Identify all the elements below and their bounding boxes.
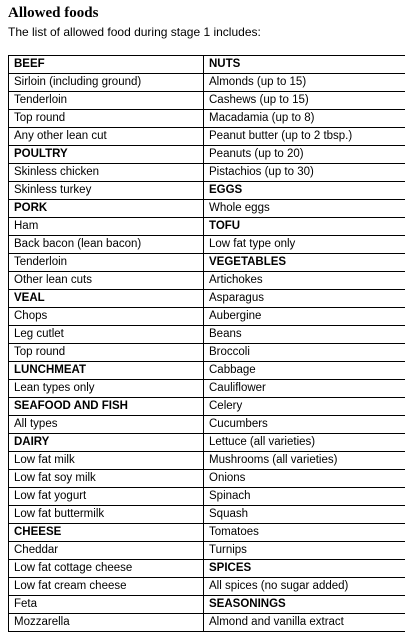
food-item-cell: Cauliflower: [204, 380, 405, 398]
food-item-cell: Skinless turkey: [9, 182, 204, 200]
food-item-cell: Artichokes: [204, 272, 405, 290]
food-item-cell: All types: [9, 416, 204, 434]
table-row: [9, 92, 405, 110]
category-header-cell: POULTRY: [9, 146, 204, 164]
table-row: [9, 488, 405, 506]
table-row: [9, 524, 405, 542]
table-row: [9, 254, 405, 272]
category-header-cell: NUTS: [204, 56, 405, 74]
category-header-cell: TOFU: [204, 218, 405, 236]
food-item-cell: Mushrooms (all varieties): [204, 452, 405, 470]
table-row: [9, 56, 405, 74]
allowed-foods-table: [8, 55, 405, 632]
intro-text: The list of allowed food during stage 1 includes:: [8, 25, 261, 40]
table-row: [9, 380, 405, 398]
food-item-cell: Tenderloin: [9, 254, 204, 272]
table-row: [9, 128, 405, 146]
food-item-cell: Onions: [204, 470, 405, 488]
food-item-cell: Any other lean cut: [9, 128, 204, 146]
food-item-cell: Tomatoes: [204, 524, 405, 542]
food-item-cell: Skinless chicken: [9, 164, 204, 182]
allowed-foods-table-body: [9, 56, 405, 632]
table-row: [9, 542, 405, 560]
food-item-cell: Cucumbers: [204, 416, 405, 434]
food-item-cell: Low fat type only: [204, 236, 405, 254]
category-header-cell: BEEF: [9, 56, 204, 74]
table-row: [9, 164, 405, 182]
table-row: [9, 326, 405, 344]
table-row: [9, 272, 405, 290]
food-item-cell: Low fat buttermilk: [9, 506, 204, 524]
category-header-cell: CHEESE: [9, 524, 204, 542]
food-item-cell: Almonds (up to 15): [204, 74, 405, 92]
food-item-cell: Ham: [9, 218, 204, 236]
category-header-cell: DAIRY: [9, 434, 204, 452]
category-header-cell: SEAFOOD AND FISH: [9, 398, 204, 416]
category-header-cell: LUNCHMEAT: [9, 362, 204, 380]
food-item-cell: Whole eggs: [204, 200, 405, 218]
food-item-cell: Peanut butter (up to 2 tbsp.): [204, 128, 405, 146]
table-row: [9, 110, 405, 128]
category-header-cell: VEGETABLES: [204, 254, 405, 272]
food-item-cell: Back bacon (lean bacon): [9, 236, 204, 254]
food-item-cell: Celery: [204, 398, 405, 416]
table-row: [9, 470, 405, 488]
food-item-cell: Cashews (up to 15): [204, 92, 405, 110]
food-item-cell: Chops: [9, 308, 204, 326]
table-row: [9, 434, 405, 452]
food-item-cell: Turnips: [204, 542, 405, 560]
table-row: [9, 308, 405, 326]
food-item-cell: Feta: [9, 596, 204, 614]
food-item-cell: Almond and vanilla extract: [204, 614, 405, 632]
food-item-cell: Cabbage: [204, 362, 405, 380]
food-item-cell: Low fat milk: [9, 452, 204, 470]
food-item-cell: Low fat cream cheese: [9, 578, 204, 596]
table-row: [9, 344, 405, 362]
table-row: [9, 146, 405, 164]
food-item-cell: Asparagus: [204, 290, 405, 308]
food-item-cell: Low fat yogurt: [9, 488, 204, 506]
category-header-cell: VEAL: [9, 290, 204, 308]
table-row: [9, 74, 405, 92]
food-item-cell: Tenderloin: [9, 92, 204, 110]
food-item-cell: Peanuts (up to 20): [204, 146, 405, 164]
table-row: [9, 362, 405, 380]
food-item-cell: Mozzarella: [9, 614, 204, 632]
food-item-cell: Broccoli: [204, 344, 405, 362]
food-item-cell: Macadamia (up to 8): [204, 110, 405, 128]
food-item-cell: Low fat soy milk: [9, 470, 204, 488]
table-row: [9, 596, 405, 614]
food-item-cell: Other lean cuts: [9, 272, 204, 290]
category-header-cell: PORK: [9, 200, 204, 218]
page-heading: Allowed foods: [8, 4, 98, 22]
food-item-cell: Leg cutlet: [9, 326, 204, 344]
category-header-cell: EGGS: [204, 182, 405, 200]
category-header-cell: SPICES: [204, 560, 405, 578]
food-item-cell: Spinach: [204, 488, 405, 506]
food-item-cell: Lettuce (all varieties): [204, 434, 405, 452]
table-row: [9, 506, 405, 524]
food-item-cell: Top round: [9, 344, 204, 362]
food-item-cell: Low fat cottage cheese: [9, 560, 204, 578]
table-row: [9, 452, 405, 470]
table-row: [9, 236, 405, 254]
table-row: [9, 416, 405, 434]
category-header-cell: SEASONINGS: [204, 596, 405, 614]
table-row: [9, 398, 405, 416]
table-row: [9, 578, 405, 596]
food-item-cell: Pistachios (up to 30): [204, 164, 405, 182]
table-row: [9, 560, 405, 578]
food-item-cell: Top round: [9, 110, 204, 128]
food-item-cell: Aubergine: [204, 308, 405, 326]
food-item-cell: Cheddar: [9, 542, 204, 560]
food-item-cell: Beans: [204, 326, 405, 344]
table-row: [9, 200, 405, 218]
food-item-cell: All spices (no sugar added): [204, 578, 405, 596]
table-row: [9, 290, 405, 308]
food-item-cell: Lean types only: [9, 380, 204, 398]
food-item-cell: Squash: [204, 506, 405, 524]
table-row: [9, 182, 405, 200]
table-row: [9, 218, 405, 236]
food-item-cell: Sirloin (including ground): [9, 74, 204, 92]
table-row: [9, 614, 405, 632]
